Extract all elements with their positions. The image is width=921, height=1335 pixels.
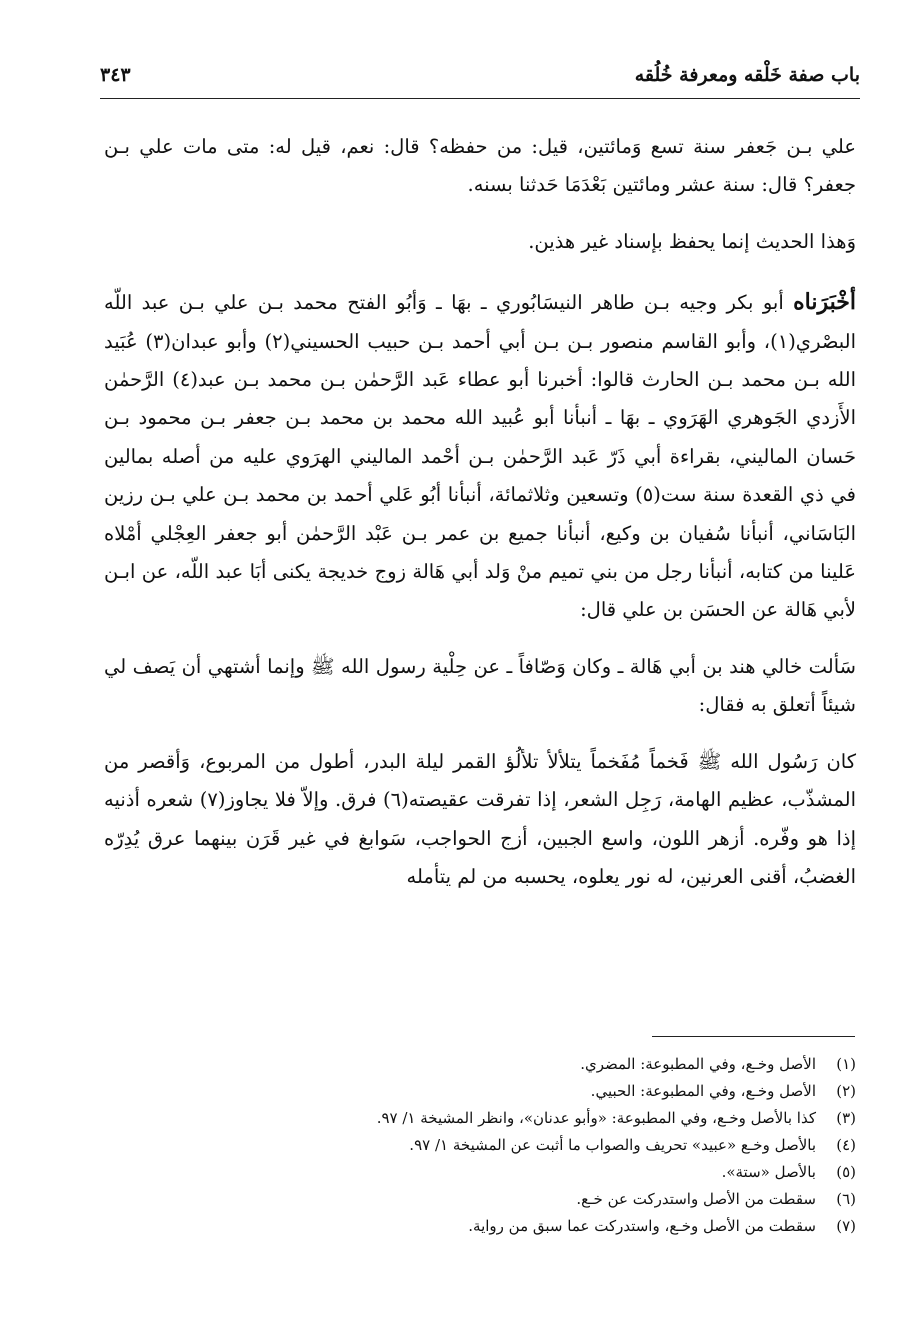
footnotes-list [150,1051,856,1240]
footnote-text: سقطت من الأصل واستدركت عن خـع. [576,1190,816,1208]
paragraph-4-text: سَألت خالي هند بن أبي هَالة ـ وكان وَصّافاً ـ عن حِلْية رسول الله ﷺ وإنما أشتهي أن يَصف لي شيئاً أتعلق به فقال: [104,654,856,717]
page-number: ٣٤٣ [100,64,131,86]
paragraph-3-lead: أخْبَرَناه [793,289,856,316]
footnote-text: الأصل وخـع، وفي المطبوعة: الحبيي. [590,1082,816,1100]
footnote-number: (٤) [836,1136,856,1154]
footnote-number: (٦) [836,1190,856,1208]
chapter-title: باب صفة خَلْقه ومعرفة خُلُقه [634,64,860,86]
footnote-number: (١) [836,1055,856,1073]
paragraph-2 [104,223,856,261]
footnote-text: الأصل وخـع، وفي المطبوعة: المضري. [580,1055,816,1073]
footnote-number: (٣) [836,1109,856,1127]
paragraph-5 [104,743,856,897]
paragraph-4 [104,648,856,725]
footnote-1 [150,1051,856,1078]
footnote-text: سقطت من الأصل وخـع، واستدركت عما سبق من رواية. [468,1217,816,1235]
header-rule [100,98,860,99]
paragraph-5-text: كان رَسُول الله ﷺ فَخماً مُفَخماً يتلألأ تلألُؤ القمر ليلة البدر، أطول من المربوع، وَأقصر من المشذّب، عظيم الهامة، رَجِل الشعر، إذا تفرقت عقيصته(٦) فرق. وإلاّ فلا يجاوز(٧) شعره أذنيه إذا هو وفّره. أزهر اللون، واسع الجبين، أزج الحواجب، سَوابغ في غير قَرَن بينهما عرق يُدِرّه الغضبُ، أقنى العرنين، له نور يعلوه، يحسبه من لم يتأمله [104,749,856,888]
paragraph-1 [104,128,856,205]
footnote-number: (٢) [836,1082,856,1100]
footnote-7 [150,1213,856,1240]
footnote-3 [150,1105,856,1132]
footnote-text: كذا بالأصل وخـع، وفي المطبوعة: «وأبو عدنان»، وانظر المشيخة ١/ ٩٧. [376,1109,816,1127]
paragraph-3 [104,283,856,630]
footnote-number: (٧) [836,1217,856,1235]
footnote-text: بالأصل «ستة». [721,1163,816,1181]
running-header [100,60,860,96]
footnote-5 [150,1159,856,1186]
paragraph-3-text: أبو بكر وجيه بـن طاهر النيسَابُوري ـ بهَا ـ وَأبُو الفتح محمد بـن علي بـن عبد اللّه البصْري(١)، وأبو القاسم منصور بـن بـن أبي أحمد بـن حبيب الحسيني(٢) وأبو عبدان(٣) عُبَيد الله بـن محمد بـن الحارث قالوا: أخبرنا أبو عطاء عَبد الرَّحمٰن بـن محمد بـن عبد(٤) الرَّحمٰن الأَزدي الجَوهري الهَرَوي ـ بهَا ـ أنبأنا أبو عُبيد الله محمد بن محمد بـن جعفر بـن محمود بـن حَسان الماليني، بقراءة أبي ذَرّ عَبد الرَّحمٰن بـن أحْمد الماليني الهرَوي عليه من أصله بمالين في ذي القعدة سنة ست(٥) وتسعين وثلاثمائة، أنبأنا أبُو عَلي أحمد بن محمد بـن علي بـن رزين البَاسَاني، أنبأنا سُفيان بن وكيع، أنبأنا جميع بن عمر بـن عَبْد الرَّحمٰن أبو جعفر العِجْلي أمْلاه عَلينا من كتابه، أنبأنا رجل من بني تميم منْ وَلد أبي هَالة زوج خديجة يكنى أبَا عبد اللّه، عن ابـن لأبي هَالة عن الحسَن بن علي قال: [104,291,856,622]
paragraph-1-text: علي بـن جَعفر سنة تسع وَمائتين، قيل: من حفظه؟ قال: نعم، قيل له: متى مات علي بـن جعفر؟ قال: سنة عشر ومائتين بَعْدَمَا حَدثنا بسنه. [104,135,856,197]
footnote-text: بالأصل وخـع «عبيد» تحريف والصواب ما أثبت عن المشيخة ١/ ٩٧. [409,1136,816,1154]
footnote-2 [150,1078,856,1105]
footnote-rule [652,1036,855,1037]
footnote-number: (٥) [836,1163,856,1181]
footnote-4 [150,1132,856,1159]
main-text [104,128,856,914]
paragraph-2-text: وَهذا الحديث إنما يحفظ بإسناد غير هذين. [528,229,856,253]
footnote-6 [150,1186,856,1213]
